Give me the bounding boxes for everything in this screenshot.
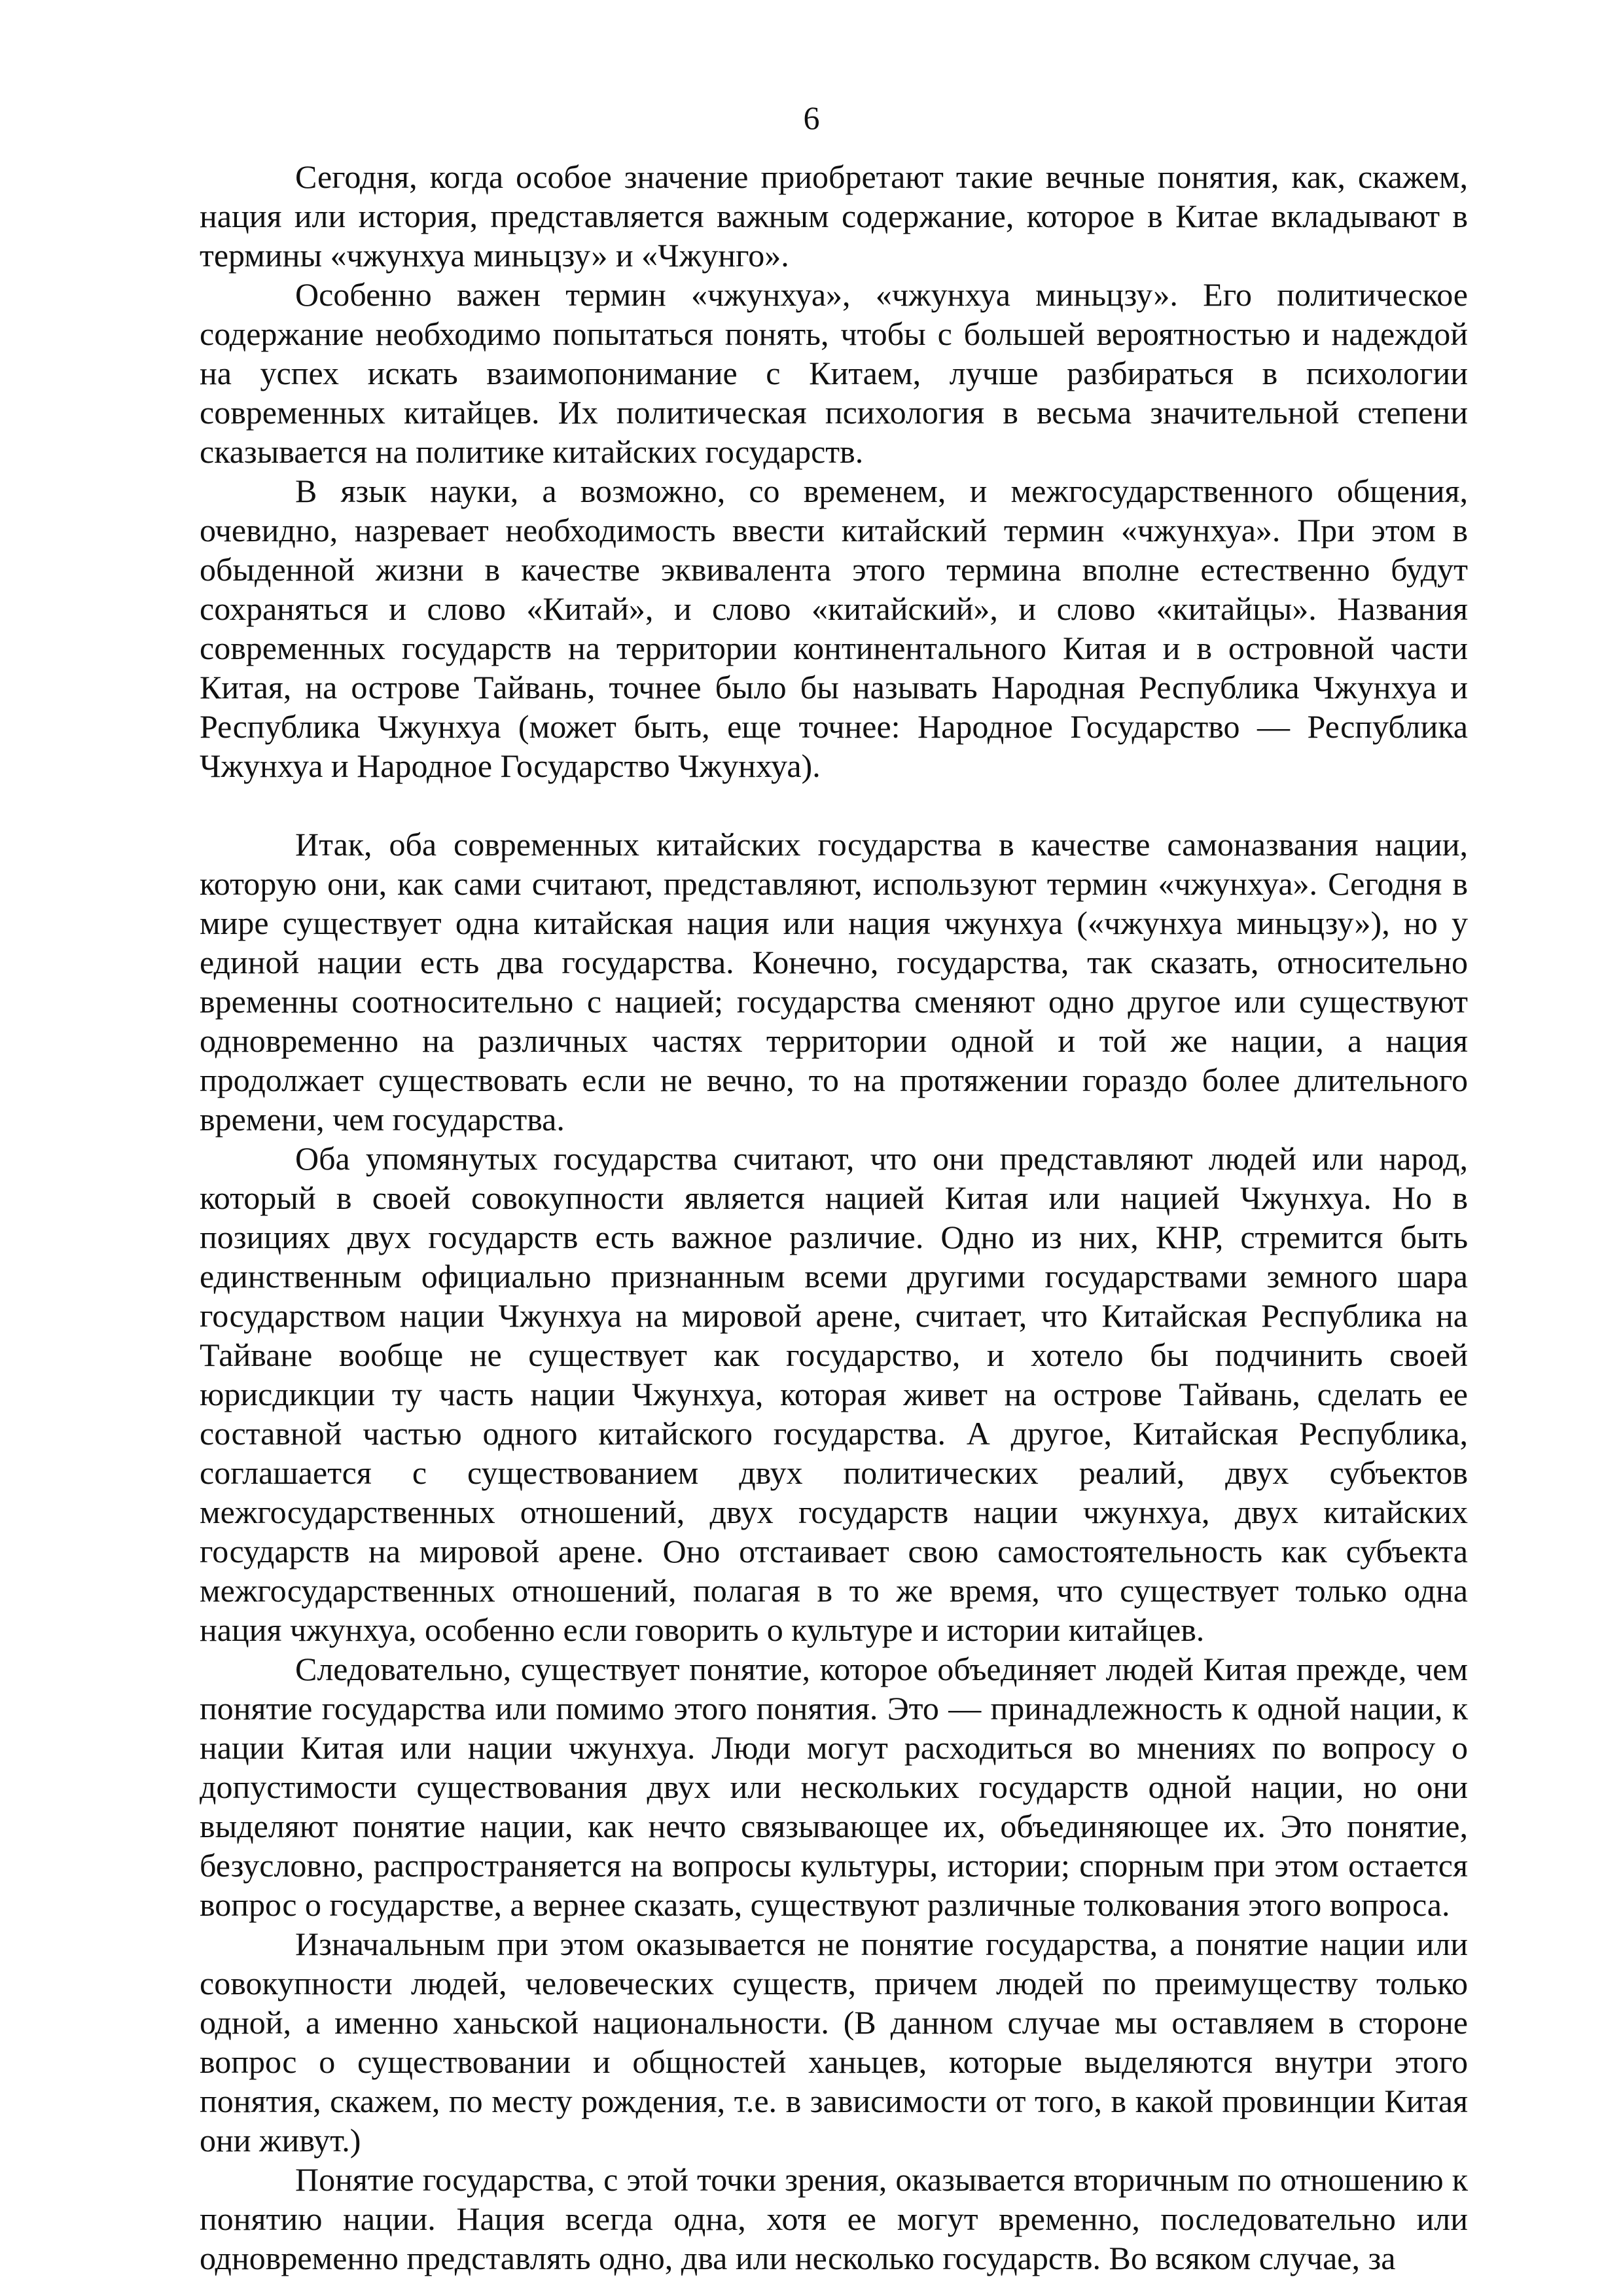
paragraph-8: Понятие государства, с этой точки зрения, оказывается вторичным по отношению к понятию нации. Нация всегда одна, хотя ее могут временно, последовательно или одновременно представлять одно, два или несколько государств. Во всяком случае, за [200, 2161, 1468, 2276]
paragraph-2: Особенно важен термин «чжунхуа», «чжунхуа миньцзу». Его политическое содержание необходимо попытаться понять, чтобы с большей вероятностью и надеждой на успех искать взаимопонимание с Китаем, лучше разбираться в психологии современных китайцев. Их политическая психология в весьма значительной степени сказывается на политике китайских государств. [200, 276, 1468, 470]
paragraph-6: Следовательно, существует понятие, которое объединяет людей Китая прежде, чем понятие государства или помимо этого понятия. Это — принадлежность к одной нации, к нации Китая или нации чжунхуа. Люди могут расходиться во мнениях по вопросу о допустимости существования двух или нескольких государств одной нации, но они выделяют понятие нации, как нечто связывающее их, объединяющее их. Это понятие, безусловно, распространяется на вопросы культуры, истории; спорным при этом остается вопрос о государстве, а вернее сказать, существуют различные толкования этого вопроса. [200, 1651, 1468, 1923]
document-body [200, 157, 1468, 2278]
paragraph-1: Сегодня, когда особое значение приобретают такие вечные понятия, как, скажем, нация или история, представляется важным содержание, которое в Китае вкладывают в термины «чжунхуа миньцзу» и «Чжунго». [200, 158, 1468, 274]
page-number: 6 [803, 99, 820, 136]
paragraph-7: Изначальным при этом оказывается не понятие государства, а понятие нации или совокупности людей, человеческих существ, причем людей по преимуществу только одной, а именно ханьской национальности. (В данном случае мы оставляем в стороне вопрос о существовании и общностей ханьцев, которые выделяются внутри этого понятия, скажем, по месту рождения, т.е. в зависимости от того, в какой провинции Китая они живут.) [200, 1926, 1468, 2159]
paragraph-4: Итак, оба современных китайских государства в качестве самоназвания нации, которую они, как сами считают, представляют, используют термин «чжунхуа». Сегодня в мире существует одна китайская нация или нация чжунхуа («чжунхуа миньцзу»), но у единой нации есть два государства. Конечно, государства, так сказать, относительно временны соотносительно с нацией; государства сменяют одно другое или существуют одновременно на различных частях территории одной и той же нации, а нация продолжает существовать если не вечно, то на протяжении гораздо более длительного времени, чем государства. [200, 826, 1468, 1138]
paragraph-3: В язык науки, а возможно, со временем, и межгосударственного общения, очевидно, назревает необходимость ввести китайский термин «чжунхуа». При этом в обыденной жизни в качестве эквивалента этого термина вполне естественно будут сохраняться и слово «Китай», и слово «китайский», и слово «китайцы». Названия современных государств на территории континентального Китая и в островной части Китая, на острове Тайвань, точнее было бы называть Народная Республика Чжунхуа и Республика Чжунхуа (может быть, еще точнее: Народное Государство — Республика Чжунхуа и Народное Государство Чжунхуа). [200, 473, 1468, 784]
paragraph-5: Оба упомянутых государства считают, что они представляют людей или народ, который в своей совокупности является нацией Китая или нацией Чжунхуа. Но в позициях двух государств есть важное различие. Одно из них, КНР, стремится быть единственным официально признанным всеми другими государствами земного шара государством нации Чжунхуа на мировой арене, считает, что Китайская Республика на Тайване вообще не существует как государство, и хотело бы подчинить своей юрисдикции ту часть нации Чжунхуа, которая живет на острове Тайвань, сделать ее составной частью одного китайского государства. А другое, Китайская Республика, соглашается с существованием двух политических реалий, двух субъектов межгосударственных отношений, двух государств нации чжунхуа, двух китайских государств на мировой арене. Оно отстаивает свою самостоятельность как субъекта межгосударственных отношений, полагая в то же время, что существует только одна нация чжунхуа, особенно если говорить о культуре и истории китайцев. [200, 1140, 1468, 1648]
